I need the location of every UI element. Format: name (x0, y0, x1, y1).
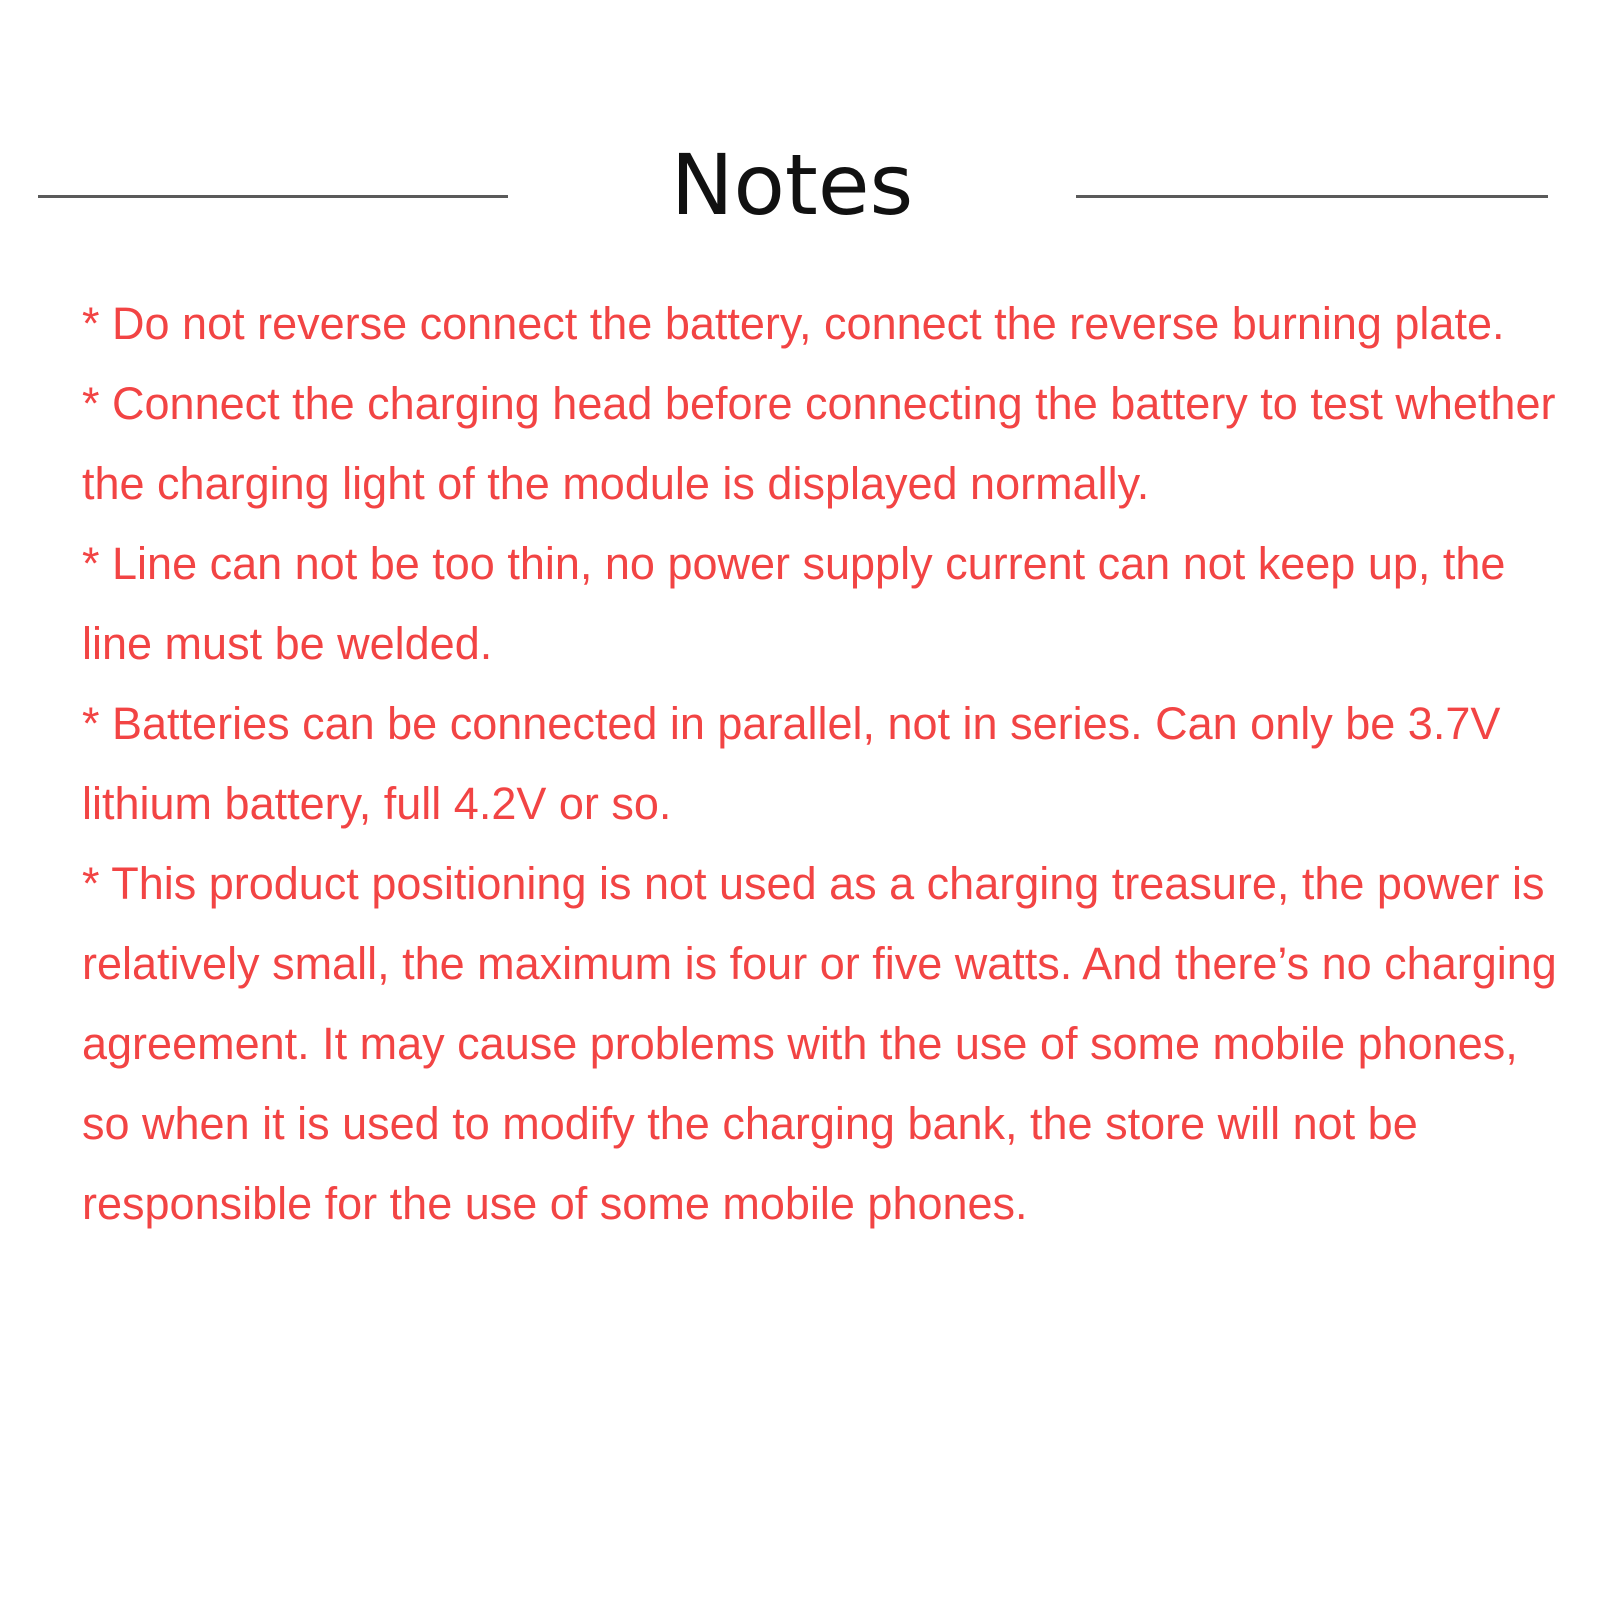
note-item: * Line can not be too thin, no power supply current can not keep up, the line must be welded. (82, 538, 1506, 669)
note-item: * This product positioning is not used as a charging treasure, the power is relatively small, the maximum is four or five watts. And there’s no charging agreement. It may cause problems with the use of some mobile phones, so when it is used to modify the charging bank, the store will not be responsible for the use of some mobile phones. (82, 858, 1557, 1229)
title-row (0, 130, 1600, 240)
notes-list (82, 284, 1572, 1244)
note-item: * Connect the charging head before connecting the battery to test whether the charging light of the module is displayed normally. (82, 378, 1556, 509)
page-title: Notes (670, 136, 914, 234)
note-item: * Batteries can be connected in parallel, not in series. Can only be 3.7V lithium battery, full 4.2V or so. (82, 698, 1501, 829)
note-item: * Do not reverse connect the battery, connect the reverse burning plate. (82, 298, 1505, 349)
left-divider (38, 195, 508, 198)
right-divider (1076, 195, 1548, 198)
